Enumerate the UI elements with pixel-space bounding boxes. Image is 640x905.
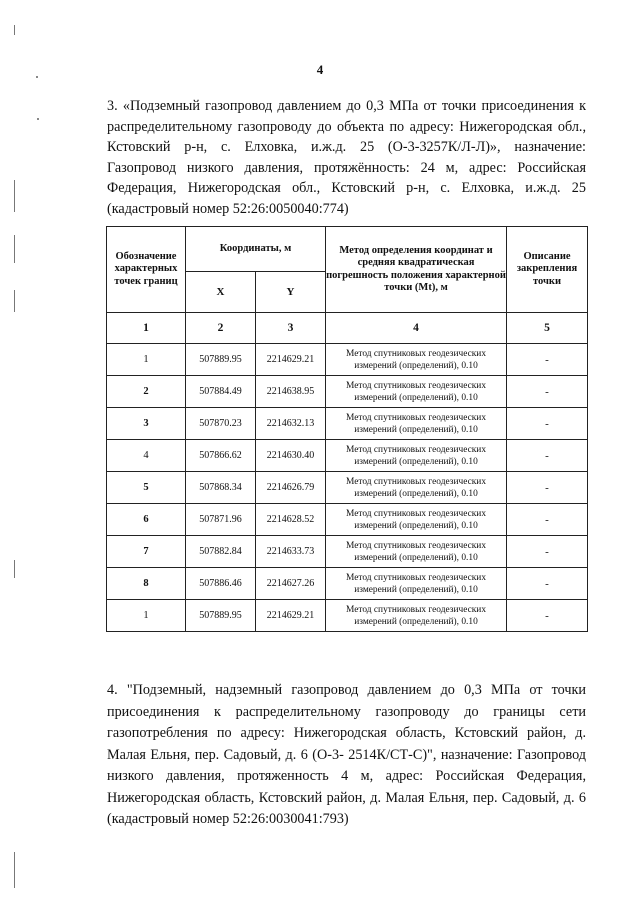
- column-number: 1: [107, 313, 186, 344]
- table-row: [107, 408, 588, 440]
- scan-margin-dot: [37, 118, 39, 120]
- item-4-paragraph: [107, 680, 586, 831]
- column-number: 3: [256, 313, 326, 344]
- paragraph-line: присоединения к распределительному газопроводу до границы сети: [107, 703, 586, 720]
- coord-y: 2214633.73: [256, 536, 326, 568]
- description-cell: -: [507, 504, 588, 536]
- paragraph-line: (кадастровый номер 52:26:0050040:774): [107, 200, 349, 217]
- point-id: 6: [107, 504, 186, 536]
- coord-y: 2214629.21: [256, 344, 326, 376]
- point-id: 1: [107, 600, 186, 632]
- method-cell: Метод спутниковых геодезических измерений (определений), 0.10: [326, 600, 507, 632]
- table-row: [107, 504, 588, 536]
- description-cell: -: [507, 568, 588, 600]
- paragraph-line: 3. «Подземный газопровод давлением до 0,3 МПа от точки присоединения к: [107, 98, 586, 114]
- paragraph-line: Газопровод низкого давления, протяжённость: 24 м, адрес: Российская: [107, 159, 586, 176]
- table-row: [107, 440, 588, 472]
- header-description: Описание закрепления точки: [507, 227, 588, 313]
- method-cell: Метод спутниковых геодезических измерений (определений), 0.10: [326, 376, 507, 408]
- coord-x: 507870.23: [186, 408, 256, 440]
- paragraph-line: газопотребления по адресу: Нижегородская область, Кстовский район, д.: [107, 725, 586, 741]
- coord-y: 2214629.21: [256, 600, 326, 632]
- coord-x: 507871.96: [186, 504, 256, 536]
- coord-x: 507886.46: [186, 568, 256, 600]
- description-cell: -: [507, 472, 588, 504]
- point-id: 5: [107, 472, 186, 504]
- paragraph-line: (кадастровый номер 52:26:0030041:793): [107, 811, 349, 827]
- coord-x: 507866.62: [186, 440, 256, 472]
- table-row: [107, 568, 588, 600]
- description-cell: -: [507, 600, 588, 632]
- header-coordinates: Координаты, м: [186, 227, 326, 272]
- column-number: 2: [186, 313, 256, 344]
- item-3-paragraph: [107, 96, 586, 219]
- description-cell: -: [507, 376, 588, 408]
- point-id: 7: [107, 536, 186, 568]
- table-row: [107, 472, 588, 504]
- header-x: X: [186, 272, 256, 313]
- header-point-designation: Обозначение характерных точек границ: [107, 227, 186, 313]
- column-number: 4: [326, 313, 507, 344]
- scan-margin-line: [14, 560, 15, 578]
- scan-margin-line: [14, 180, 15, 212]
- page-number: 4: [316, 62, 324, 77]
- column-numbers-row: [107, 313, 588, 344]
- coord-y: 2214632.13: [256, 408, 326, 440]
- method-cell: Метод спутниковых геодезических измерений (определений), 0.10: [326, 344, 507, 376]
- paragraph-line: Федерация, Нижегородская обл., Кстовский р-н, с. Елховка, и.ж.д. 25: [107, 180, 586, 196]
- scan-margin-line: [14, 235, 15, 263]
- header-method: Метод определения координат и средняя квадратическая погрешность положения характерной точки (Mt), м: [326, 227, 507, 313]
- description-cell: -: [507, 440, 588, 472]
- paragraph-line: 4. "Подземный, надземный газопровод давлением до 0,3 МПа от точки: [107, 682, 586, 698]
- scan-margin-line: [14, 290, 15, 312]
- coord-y: 2214628.52: [256, 504, 326, 536]
- paragraph-line: распределительному газопроводу до объекта по адресу: Нижегородская обл.,: [107, 118, 586, 135]
- boundary-coordinates-table: [106, 226, 588, 632]
- coord-x: 507889.95: [186, 600, 256, 632]
- paragraph-line: Нижегородская область, Кстовский район, д. Малая Ельня, пер. Садовый, д. 6: [107, 789, 586, 806]
- column-number: 5: [507, 313, 588, 344]
- paragraph-line: низкого давления, протяженность 4 м, адрес: Российская Федерация,: [107, 768, 586, 784]
- point-id: 4: [107, 440, 186, 472]
- table-row: [107, 376, 588, 408]
- method-cell: Метод спутниковых геодезических измерений (определений), 0.10: [326, 440, 507, 472]
- paragraph-line: Малая Ельня, пер. Садовый, д. 6 (О-3- 2514К/СТ-С)", назначение: Газопровод: [107, 746, 586, 763]
- description-cell: -: [507, 344, 588, 376]
- table-row: [107, 600, 588, 632]
- method-cell: Метод спутниковых геодезических измерений (определений), 0.10: [326, 568, 507, 600]
- scan-margin-line: [14, 25, 15, 35]
- point-id: 3: [107, 408, 186, 440]
- method-cell: Метод спутниковых геодезических измерений (определений), 0.10: [326, 408, 507, 440]
- table-row: [107, 344, 588, 376]
- coord-x: 507889.95: [186, 344, 256, 376]
- table-row: [107, 536, 588, 568]
- point-id: 2: [107, 376, 186, 408]
- coord-x: 507882.84: [186, 536, 256, 568]
- paragraph-line: Кстовский р-н, с. Елховка, и.ж.д. 25 (О-3-3257К/Л-Л)», назначение:: [107, 139, 586, 155]
- coord-y: 2214627.26: [256, 568, 326, 600]
- method-cell: Метод спутниковых геодезических измерений (определений), 0.10: [326, 536, 507, 568]
- description-cell: -: [507, 408, 588, 440]
- description-cell: -: [507, 536, 588, 568]
- point-id: 8: [107, 568, 186, 600]
- coord-x: 507884.49: [186, 376, 256, 408]
- coord-x: 507868.34: [186, 472, 256, 504]
- point-id: 1: [107, 344, 186, 376]
- header-y: Y: [256, 272, 326, 313]
- scan-margin-line: [14, 852, 15, 888]
- method-cell: Метод спутниковых геодезических измерений (определений), 0.10: [326, 472, 507, 504]
- method-cell: Метод спутниковых геодезических измерений (определений), 0.10: [326, 504, 507, 536]
- coord-y: 2214630.40: [256, 440, 326, 472]
- coord-y: 2214638.95: [256, 376, 326, 408]
- coord-y: 2214626.79: [256, 472, 326, 504]
